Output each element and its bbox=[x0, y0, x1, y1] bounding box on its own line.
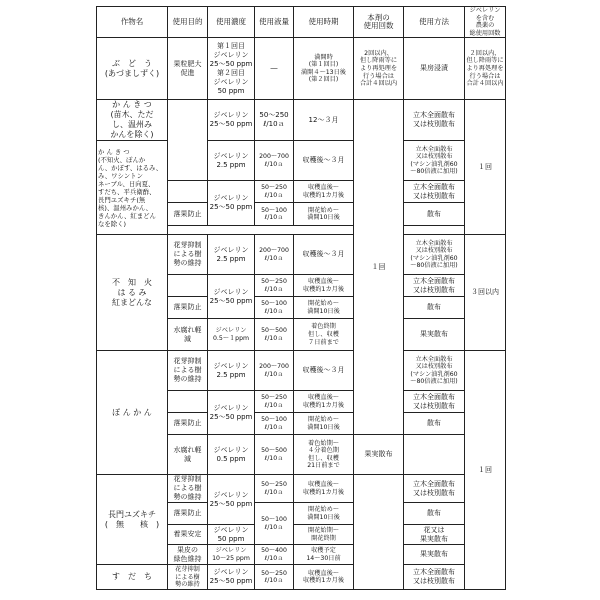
concentration-cell: ジベレリン 2.5 ppm bbox=[208, 235, 255, 275]
timing-cell: 着色終期 但し、収穫 ７日前まで bbox=[294, 319, 354, 351]
volume-cell: 50～100 ℓ/10ａ bbox=[255, 297, 294, 319]
header-count: 本剤の 使用回数 bbox=[354, 7, 404, 38]
method-cell: 散布 bbox=[404, 203, 465, 226]
table-row bbox=[97, 100, 506, 141]
timing-cell: 収穫後～３月 bbox=[294, 141, 354, 181]
concentration-cell: ジベレリン 2.5 ppm bbox=[208, 351, 255, 391]
method-cell: 立木全面散布 又は枝別散布 bbox=[404, 275, 465, 297]
crop-name: 長門ユズキチ ( 無 核 ) bbox=[97, 475, 168, 565]
concentration-cell: ジベレリン 25～50 ppm bbox=[208, 475, 255, 525]
volume-cell: 50～250 ℓ/10ａ bbox=[255, 100, 294, 141]
timing-cell: 開花始め～ 満開10日後 bbox=[294, 297, 354, 319]
timing-cell: 着色始期～ ４分着色期 但し、収穫 21日前まで bbox=[294, 435, 354, 475]
method-cell: 立木全面散布 又は枝別散布 bbox=[404, 391, 465, 413]
concentration-cell: ジベレリン 0.5～１ppm bbox=[208, 319, 255, 351]
purpose-cell: 落果防止 bbox=[168, 203, 208, 226]
header-timing: 使用時期 bbox=[294, 7, 354, 38]
purpose-cell bbox=[168, 275, 208, 297]
header-concentration: 使用濃度 bbox=[208, 7, 255, 38]
timing-cell: 開花始期～ 開花終期 bbox=[294, 525, 354, 545]
method-cell: 果実散布 bbox=[404, 319, 465, 351]
crop-name: 不 知 火 は る み 紅まどんな bbox=[97, 235, 168, 351]
crop-name: ぽ ん か ん bbox=[97, 351, 168, 475]
purpose-cell: 落果防止 bbox=[168, 297, 208, 319]
volume-cell: 50～250 ℓ/10ａ bbox=[255, 275, 294, 297]
method-cell: 立木全面散布 又は枝別散布 bbox=[404, 100, 465, 141]
blank-cell bbox=[168, 226, 354, 235]
volume-cell: 50～500 ℓ/10ａ bbox=[255, 319, 294, 351]
timing-cell: 収穫直後～ 収穫約1カ月後 bbox=[294, 391, 354, 413]
timing-cell: 収穫直後～ 収穫約1カ月後 bbox=[294, 475, 354, 503]
volume-cell: 200～700 ℓ/10ａ bbox=[255, 351, 294, 391]
table-row bbox=[97, 351, 506, 391]
method-cell: 花又は 果実散布 bbox=[404, 525, 465, 545]
purpose-cell: 花芽抑制 による樹 勢の維持 bbox=[168, 235, 208, 275]
timing-cell: 収穫直後～ 収穫約1カ月後 bbox=[294, 565, 354, 590]
timing-cell: 開花始め～ 満開10日後 bbox=[294, 503, 354, 525]
total-cell: ２回以内、 但し降雨等に より再処理を 行う場合は 合計４回以内 bbox=[465, 38, 506, 100]
total-cell: ３回以内 bbox=[465, 235, 506, 351]
volume-cell: ― bbox=[255, 38, 294, 100]
timing-cell: 開花始め～ 満開10日後 bbox=[294, 203, 354, 226]
header-crop: 作物名 bbox=[97, 7, 168, 38]
gibberellin-usage-table bbox=[96, 6, 506, 590]
method-cell: 立木全面散布 又は枝別散布 bbox=[404, 181, 465, 203]
volume-cell: 50～250 ℓ/10ａ bbox=[255, 391, 294, 413]
blank-cell bbox=[404, 226, 465, 235]
volume-cell: 50～100 ℓ/10ａ bbox=[255, 413, 294, 435]
purpose-cell: 水腐れ軽 減 bbox=[168, 435, 208, 475]
concentration-cell: ジベレリン 25～50 ppm bbox=[208, 565, 255, 590]
purpose-cell bbox=[168, 391, 208, 413]
purpose-cell: 落果防止 bbox=[168, 503, 208, 525]
table-row bbox=[97, 475, 506, 503]
concentration-cell: ジベレリン 25～50 ppm bbox=[208, 275, 255, 319]
method-cell: 立木全面散布 又は枝別散布 (マシン油乳剤60 ～80倍液に加用) bbox=[404, 235, 465, 275]
table-row bbox=[97, 38, 506, 100]
timing-cell: 収穫後～３月 bbox=[294, 235, 354, 275]
concentration-cell: ジベレリン 2.5 ppm bbox=[208, 141, 255, 181]
count-cell: １回 bbox=[354, 100, 404, 435]
table-row bbox=[97, 235, 506, 275]
volume-cell: 50～100 ℓ/10ａ bbox=[255, 203, 294, 226]
table-header-row bbox=[97, 7, 506, 38]
method-cell: 立木全面散布 又は枝別散布 (マシン油乳剤60 ～80倍液に加用) bbox=[404, 141, 465, 181]
method-cell: 立木全面散布 又は枝別散布 bbox=[404, 565, 465, 590]
header-purpose: 使用目的 bbox=[168, 7, 208, 38]
purpose-cell: 果粒肥大 促進 bbox=[168, 38, 208, 100]
concentration-cell: ジベレリン 50 ppm bbox=[208, 525, 255, 545]
crop-name: か ん き つ (苗木、ただ し、温州み かんを除く) bbox=[97, 100, 168, 141]
count-cell bbox=[354, 475, 404, 590]
purpose-cell: 花芽抑制 による樹 勢の維持 bbox=[168, 351, 208, 391]
count-cell: 2回以内、 但し降雨等に より再処理を 行う場合は 合計４回以内 bbox=[354, 38, 404, 100]
purpose-cell: 水腐れ軽 減 bbox=[168, 319, 208, 351]
purpose-cell: 花芽抑制 による樹 勢の維持 bbox=[168, 475, 208, 503]
purpose-cell: 落果防止 bbox=[168, 413, 208, 435]
purpose-cell: 花芽抑制 による樹 勢の維持 bbox=[168, 565, 208, 590]
timing-cell: 収穫直後～ 収穫約1カ月後 bbox=[294, 181, 354, 203]
timing-cell: 満開時 (第１回目) 満開４～13日後 (第２回目) bbox=[294, 38, 354, 100]
method-cell: 散布 bbox=[404, 297, 465, 319]
total-cell: １回 bbox=[465, 351, 506, 590]
volume-cell: 50～250 ℓ/10ａ bbox=[255, 565, 294, 590]
timing-cell: 収穫直後～ 収穫約1カ月後 bbox=[294, 275, 354, 297]
header-total: ジベレリン を含む 農薬の 総使用回数 bbox=[465, 7, 506, 38]
concentration-cell: ジベレリン 10～25 ppm bbox=[208, 545, 255, 565]
method-cell: 散布 bbox=[404, 413, 465, 435]
concentration-cell: ジベレリン 25～50 ppm bbox=[208, 181, 255, 226]
volume-cell: 200～700 ℓ/10ａ bbox=[255, 235, 294, 275]
purpose-cell bbox=[168, 181, 208, 203]
method-cell: 果房浸漬 bbox=[404, 38, 465, 100]
concentration-cell: ジベレリン 25～50 ppm bbox=[208, 391, 255, 435]
table-row bbox=[97, 141, 506, 181]
header-volume: 使用液量 bbox=[255, 7, 294, 38]
volume-cell: 50～100 ℓ/10ａ bbox=[255, 503, 294, 545]
volume-cell: 50～250 ℓ/10ａ bbox=[255, 475, 294, 503]
method-cell: 立木全面散布 又は枝別散布 bbox=[404, 475, 465, 503]
crop-name: す だ ち bbox=[97, 565, 168, 590]
volume-cell: 200～700 ℓ/10ａ bbox=[255, 141, 294, 181]
header-method: 使用方法 bbox=[404, 7, 465, 38]
total-cell: １回 bbox=[465, 100, 506, 235]
timing-cell: 12～３月 bbox=[294, 100, 354, 141]
timing-cell: 開花始め～ 満開10日後 bbox=[294, 413, 354, 435]
concentration-cell: ジベレリン 25～50 ppm bbox=[208, 100, 255, 141]
concentration-cell: ジベレリン 0.5 ppm bbox=[208, 435, 255, 475]
volume-cell: 50～250 ℓ/10ａ bbox=[255, 181, 294, 203]
volume-cell: 50～500 ℓ/10ａ bbox=[255, 435, 294, 475]
crop-name: ぶ ど う (あづましずく) bbox=[97, 38, 168, 100]
table-row bbox=[97, 565, 506, 589]
purpose-cell bbox=[168, 100, 208, 181]
volume-cell: 50～400 ℓ/10ａ bbox=[255, 545, 294, 565]
method-cell: 散布 bbox=[404, 503, 465, 525]
purpose-cell: 着果安定 bbox=[168, 525, 208, 545]
timing-cell: 収穫予定 14～30日前 bbox=[294, 545, 354, 565]
purpose-cell: 果皮の 緑色維持 bbox=[168, 545, 208, 565]
crop-name: か ん き つ (不知火、ぽんか ん、かぼす、はるみ、 み、ワシントン ネーブル、日向夏、 すだち、平兵衛酢、 長門ユズキチ(無 核)、温州みかん、 きんかん、紅まどん なを除く) bbox=[97, 141, 168, 235]
method-cell: 立木全面散布 又は枝別散布 (マシン油乳剤60 ～80倍液に加用) bbox=[404, 351, 465, 391]
timing-cell: 収穫後～３月 bbox=[294, 351, 354, 391]
concentration-cell: 第１回目 ジベレリン 25～50 ppm 第２回目 ジベレリン 50 ppm bbox=[208, 38, 255, 100]
method-cell: 果実散布 bbox=[404, 545, 465, 565]
method-cell: 果実散布 bbox=[354, 435, 404, 475]
